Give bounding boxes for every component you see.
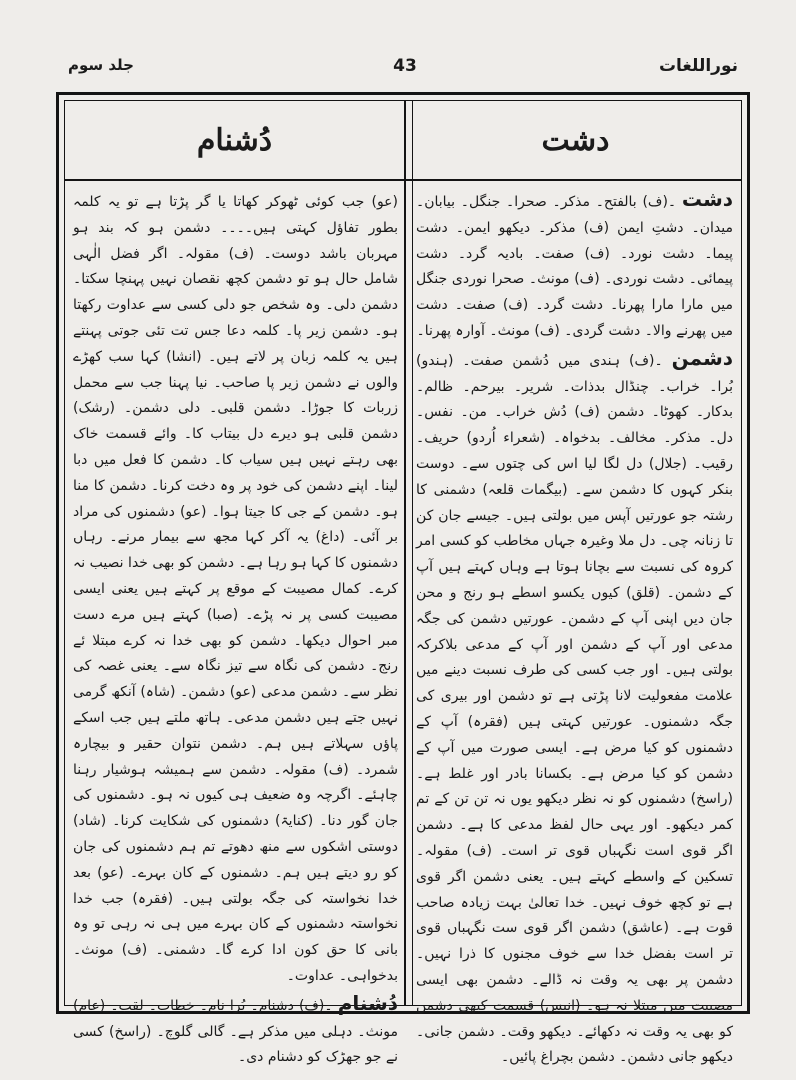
page-frame-inner bbox=[64, 100, 742, 1066]
heading-rule bbox=[65, 179, 741, 181]
running-head bbox=[60, 56, 750, 80]
entry bbox=[73, 991, 398, 1071]
page-frame bbox=[56, 92, 750, 1066]
entry-text: ۔(ف) ہندی میں دُشمن صفت۔ (ہندو) بُرا۔ خراب۔ چنڈال بدذات۔ شریر۔ بیرحم۔ ظالم۔ بدکار۔ کھوٹا۔ دشمن (ف) دُش خراب۔ من۔ نفس۔ دل۔ مذکر۔ مخالف۔ بدخواہ۔ (شعراء اُردو) حریف۔ رقیب۔ (جلال) دل لگا لیا اس کی چتوں سے۔ دوست بنکر کہوں کا دشمن سے۔ (بیگمات قلعہ) دشمنی کا رشتہ جو عورتیں آپس میں بولتی ہیں۔ جیسے جان کن تا زنانہ چی۔ دل ملا وغیرہ جہاں مخاطب کو کسی امر کروہ کی نسبت سے بچانا ہوتا ہے وہاں کہتے ہیں آپ کے دشمن۔ (قلق) کیوں یکسو اسطے ہو رنج و محن جان دیں اپنی آپ کے دشمن۔ عورتیں دشمن کی جگہ مدعی اور آپ کے دشمن اور آپ کے مدعی بلاکرکہ بولتی ہیں۔ اور جب کسی کی طرف نسبت دینے میں علامت مفعولیت لانا پڑتی ہے تو دشمن اور بیری کی جگہ دشمنوں۔ عورتیں کہتی ہیں (فقرہ) آپ کے دشمنوں کو کیا مرض ہے۔ ایسی صورت میں آپ کے دشمن کو کیا مرض ہے۔ بکسانا بادر اور غلط ہے۔ (راسخ) دشمنوں کو نہ نظر دیکھو یوں نہ تن تن کے تم کمر دیکھو۔ اور یہی حال لفظ مدعی کا ہے۔ دشمن اگر قوی است نگہباں قوی تر است۔ (ف) مقولہ۔ تسکین کے واسطے کہتے ہیں۔ یعنی دشمن اگر قوی ہے تو کچھ خوف نہیں۔ خدا تعالیٰ بہت زیادہ صاحب قوت ہے۔ (عاشق) دشمن اگر قوی ست نگہباں قوی تر است بفضل خدا سے خوف مجنوں کا ذرا نہیں۔ دشمن پر بھی یہ وقت نہ ڈالے۔ دشمن بھی ایسی مصیبت میں مبتلا نہ ہو۔ (انیس) قسمت کبھی دشمن کو بھی یہ وقت نہ دکھائے۔ دیکھو وقت۔ دشمن جانی۔ دیکھو جانی دشمن۔ دشمن بچراغ پائیں۔ bbox=[416, 352, 733, 1066]
entry-headword: دشت bbox=[681, 187, 733, 211]
entry-headword: دُشنام bbox=[337, 990, 398, 1015]
column-divider bbox=[404, 101, 413, 1005]
right-column bbox=[416, 187, 733, 1066]
entry bbox=[416, 187, 733, 345]
page-number: 43 bbox=[393, 56, 417, 76]
entry bbox=[416, 346, 733, 1071]
volume-label: جلد سوم bbox=[68, 56, 134, 74]
left-column-heading: دُشنام bbox=[196, 123, 273, 158]
entry-text: ۔(ف) بالفتح۔ مذکر۔ صحرا۔ جنگل۔ بیابان۔ میدان۔ دشتِ ایمن (ف) مذکر۔ دیکھو ایمن۔ دشت پیما۔ دشت نورد۔ (ف) صفت۔ بادیہ گرد۔ دشت پیمائی۔ دشت نوردی۔ (ف) مونث۔ صحرا نوردی جنگل میں مارا مارا پھرنا۔ دشت گرد۔ (ف) صفت۔ دشت میں پھرنے والا۔ دشت گردی۔ (ف) مونث۔ آوارہ پھرنا۔ bbox=[416, 194, 733, 339]
entry-headword: دشمن bbox=[671, 345, 733, 370]
right-column-heading: دشت bbox=[541, 123, 610, 158]
entry bbox=[73, 187, 398, 990]
left-column bbox=[73, 187, 398, 1066]
dictionary-title: نوراللغات bbox=[658, 56, 738, 76]
entry-text: (عو) جب کوئی ٹھوکر کھاتا یا گر پڑتا ہے تو یہ کلمہ بطور تفاؤل کہتی ہیں۔۔۔۔ دشمن ہو کہ بند ہو مہربان باشد دوست۔ (ف) مقولہ۔ اگر فضل الٰہی شامل حال ہو تو دشمن کچھ نقصان نہیں پہنچا سکتا۔ دشمن دلی۔ وہ شخص جو دلی کسی سے عداوت رکھتا ہو۔ دشمن زیر پا۔ کلمہ دعا جس تت تئی جوتی پہنتے ہیں یہ کلمہ زبان پر لاتے ہیں۔ (انشا) کہا سب کھڑے والوں نے دشمن زیر پا صاحب۔ نیا پہنا جب سے محمل زربات کا جوڑا۔ دشمن قلبی۔ دلی دشمن۔ (رشک) دشمن قلبی ہو دیرے دل بیتاب کا۔ وائے قسمت خاک بھی رہتے نہیں ہیں سیاب کا۔ دشمن کا فعل میں دبا لینا۔ اپنے دشمن کی خود پر وہ دخت کرنا۔ دشمن کا منا ہو۔ دشمن کے جی کا جیتا ہوا۔ (عو) دشمنوں کی مراد بر آئی۔ (داغ) یہ آکر کہا مجھ سے بیمار مرنے۔ رہاں دشمنوں کا کہا ہو رہا ہے۔ دشمن کو بھی خدا نصیب نہ کرے۔ کمال مصیبت کے موقع پر کہتے ہیں یعنی ایسی مصیبت کسی پر نہ پڑے۔ (صبا) کہتے ہیں مرے دست مبر احوال دیکھا۔ دشمن کو بھی خدا نہ کرے مبتلا ئے رنج۔ دشمن کی نگاہ سے تیز نگاہ سے۔ یعنی غصہ کی نظر سے۔ دشمن مدعی (عو) دشمن۔ (شاہ) آنکھ گرمی نہیں جتے ہیں دشمن مدعی۔ ہاتھ ملتے ہیں جب اسکے پاؤں سہلاتے ہیں ہم۔ دشمن نتوان حقیر و بیچارہ شمرد۔ (ف) مقولہ۔ دشمن سے ہمیشہ ہوشیار رہنا چاہئے۔ اگرچہ وہ ضعیف ہی کیوں نہ ہو۔ دشمنوں کی جان گور دنا۔ (کنایۃ) دشمنوں کی شکایت کرنا۔ (شاد) دوستی اشکوں سے منھ دھوتے تم ہم دشمنوں کی جان کو رو دیتے ہیں ہم۔ دشمنوں کے کان بہرے۔ (عو) بعد خدا نخواستہ کی جگہ بولتی ہیں۔ (فقرہ) جب خدا نخواستہ دشمنوں کے کان بہرے میں ہی نہ رہی تو وہ بانی کا حق کون ادا کرے گا۔ دشمنی۔ (ف) مونث۔ بدخواہی۔ عداوت۔ bbox=[73, 194, 398, 984]
entry-text: ۔(ف) دشنام۔ بُرا نام۔ خطاب۔ لقب۔ (عام) مونث۔ دہلی میں مذکر ہے۔ گالی گلوچ۔ (راسخ) کسی نے جو جھڑک کو دشنام دی۔ bbox=[73, 997, 398, 1066]
